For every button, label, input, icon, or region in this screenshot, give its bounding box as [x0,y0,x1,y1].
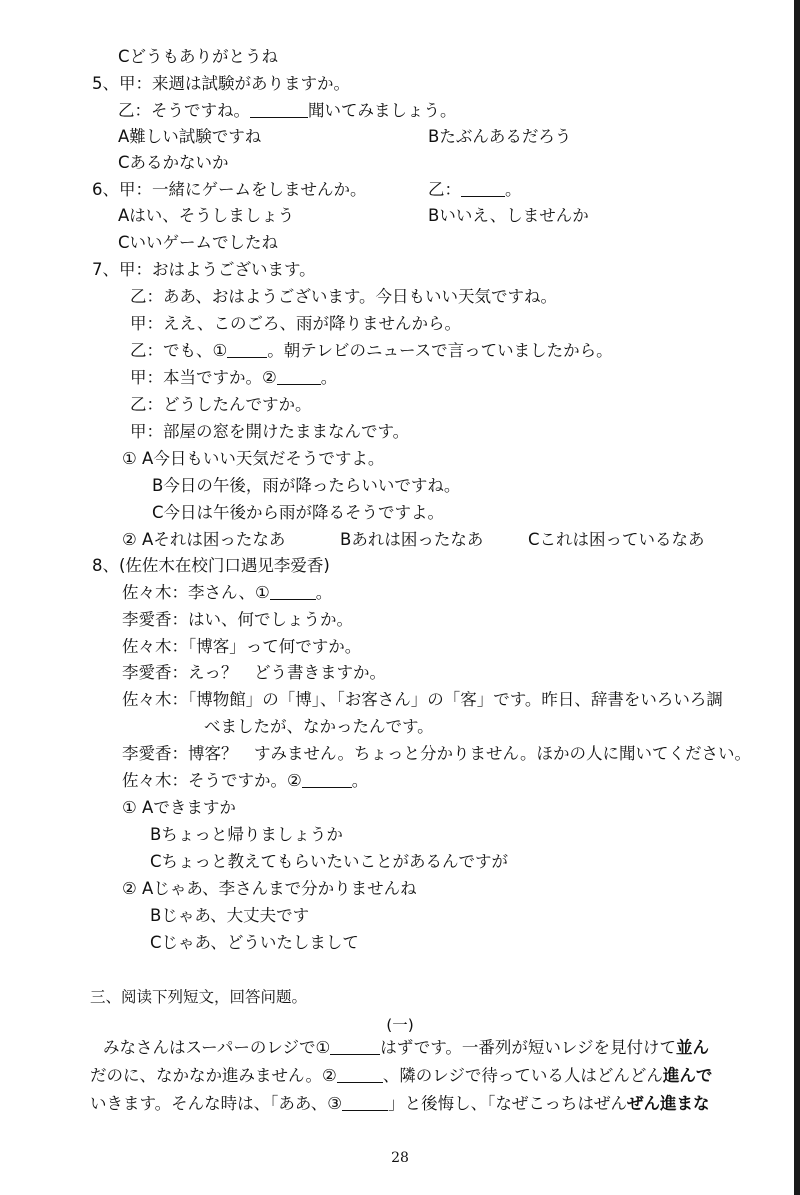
q8-option-2b: Bじゃあ、大丈夫です [150,906,310,925]
q5-option-a: A難しい試験ですね [118,127,262,146]
passage-line-2-mid: 、隣のレジで待っている人はどんどん [382,1066,663,1085]
q7-option-1b: B今日の午後，雨が降ったらいいですね。 [152,476,461,495]
answer-blank [227,341,267,358]
q6-option-a: Aはい、そうしましょう [118,206,295,225]
q7-option-2c: Cこれは困っているなあ [528,530,705,549]
q8-option-2c: Cじゃあ、どういたしまして [150,933,359,952]
q8-option-2a: ② Aじゃあ、李さんまで分かりませんね [122,879,417,898]
answer-blank [270,583,316,600]
q7-option-1a: ① A今日もいい天気だそうですよ。 [122,449,385,468]
q5-line-2-start: 乙：そうですね。 [118,101,250,120]
q6-option-b: Bいいえ、しませんか [428,206,589,225]
passage-line-2-bold: 進んで [662,1066,713,1085]
q5-line-2 [118,100,457,122]
q8-line-4: 佐々木：「博客」って何ですか。 [122,637,362,656]
q7-line-7: 甲：部屋の窓を開けたままなんです。 [130,422,410,441]
q7-option-2a: ② Aそれは困ったなあ [122,530,286,549]
subsection-number: (一) [386,1016,414,1034]
q7-option-1c: C今日は午後から雨が降るそうですよ。 [152,503,445,522]
q8-line-2-end: 。 [315,583,333,602]
q8-line-8-end: 。 [351,771,369,790]
answer-blank [461,180,505,197]
passage-line-2 [90,1062,740,1090]
q7-line-4-end: 。朝テレビのニュースで言っていましたから。 [267,341,613,360]
passage-line-1-mid: はずです。一番列が短いレジを見付けて [380,1038,676,1057]
answer-blank [342,1094,388,1111]
q8-line-6: 佐々木：「博物館」の「博」、「お客さん」の「客」です。昨日、辞書をいろいろ調 [122,690,723,709]
q8-line-2-start: 佐々木：李さん、① [122,583,270,602]
q6-line-1-reply [428,179,522,201]
q8-option-1c: Cちょっと教えてもらいたいことがあるんですが [150,852,509,871]
passage-line-3-bold: ぜん進まな [626,1094,710,1113]
passage-line-3 [90,1090,740,1118]
q5-option-b: Bたぶんあるだろう [428,127,572,146]
q8-line-7: 李愛香：博客？ すみません。ちょっと分かりません。ほかの人に聞いてください。 [122,744,751,763]
q5-option-c: Cあるかないか [118,153,229,172]
q7-line-5-start: 甲：本当ですか。② [130,368,277,387]
q7-line-2: 乙：ああ、おはようございます。今日もいい天気ですね。 [130,287,558,306]
q6-option-c: Cいいゲームでしたね [118,233,279,252]
passage-line-1 [103,1034,753,1062]
q7-line-5-end: 。 [320,368,338,387]
answer-blank [277,368,321,385]
q8-line-8 [122,770,368,792]
q7-line-4 [130,340,613,362]
q8-option-1b: Bちょっと帰りましょうか [150,825,343,844]
q6-reply-end: 。 [505,180,522,199]
q7-line-1: 7、甲：おはようございます。 [92,260,316,279]
q6-reply-speaker: 乙： [428,180,461,199]
q5-line-2-end: 聞いてみましょう。 [308,101,457,120]
q7-line-5 [130,367,337,389]
passage-line-3-mid: 」と後悔し、「なぜこっちはぜん [388,1094,627,1113]
page-number: 28 [391,1150,409,1166]
q7-line-3: 甲：ええ、このごろ、雨が降りませんから。 [130,314,461,333]
q7-line-6: 乙：どうしたんですか。 [130,395,312,414]
q8-line-6-cont: べましたが、なかったんです。 [204,717,434,736]
passage-line-3-start: いきます。そんな時は、「ああ、③ [90,1094,343,1113]
answer-blank [330,1038,380,1055]
q8-line-3: 李愛香：はい、何でしょうか。 [122,610,353,629]
q8-line-2 [122,582,332,604]
q6-line-1: 6、甲：一緒にゲームをしませんか。 [92,180,367,199]
q4-option-c: Cどうもありがとうね [118,47,279,66]
q5-line-1: 5、甲：来週は試験がありますか。 [92,74,350,93]
passage-line-2-start: だのに、なかなか進みません。② [90,1066,337,1085]
q8-line-1: 8、(佐佐木在校门口遇见李爱香) [92,556,330,575]
answer-blank [302,771,352,788]
q8-line-5: 李愛香：えっ？ どう書きますか。 [122,663,386,682]
scan-edge [794,0,800,1195]
q8-option-1a: ① Aできますか [122,798,236,817]
passage-line-1-start: みなさんはスーパーのレジで① [103,1038,331,1057]
q7-option-2b: Bあれは困ったなあ [340,530,484,549]
answer-blank [250,101,308,118]
q7-line-4-start: 乙：でも、① [130,341,228,360]
q8-line-8-start: 佐々木：そうですか。② [122,771,302,790]
section-heading: 三、阅读下列短文，回答问题。 [90,988,308,1006]
passage-line-1-bold: 並ん [676,1038,709,1057]
answer-blank [337,1066,383,1083]
